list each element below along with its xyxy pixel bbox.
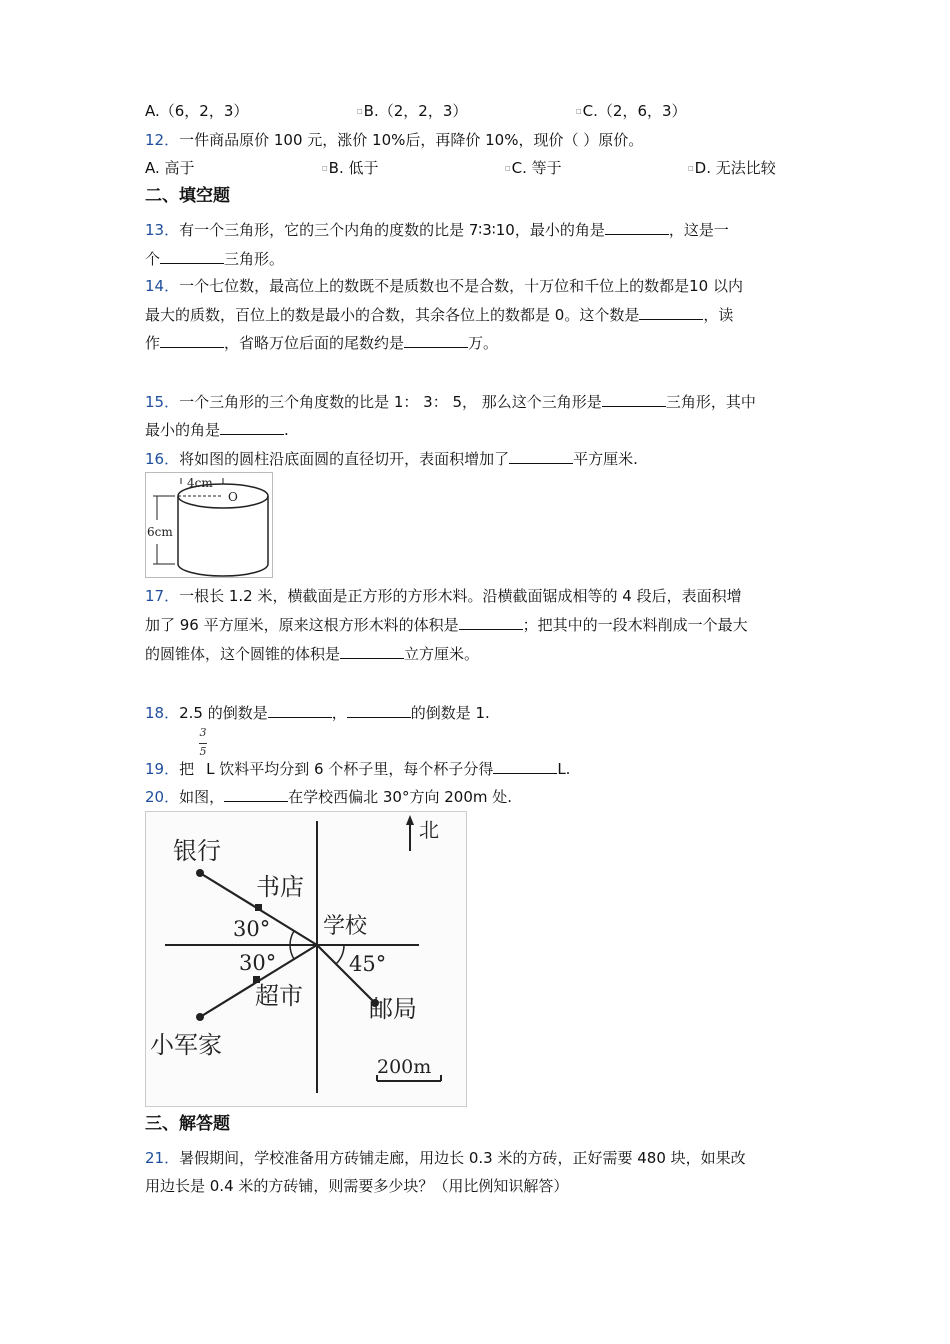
answer-blank[interactable] [459,614,523,630]
question-14: 14．一个七位数，最高位上的数既不是质数也不是合数，十万位和千位上的数都是10 以内 [145,277,743,295]
fraction-denominator: 5 [199,745,207,758]
question-21-cont: 用边长是 0.4 米的方砖铺，则需要多少块？（用比例知识解答） [145,1177,569,1195]
angle-45: 45° [349,952,387,976]
height-label: 6cm [147,525,173,539]
cylinder-figure [145,472,273,578]
question-14-cont2: 作 ，省略万位后面的尾数约是 万。 [145,334,499,352]
q12-option-c: □C. 等于 [505,159,562,177]
question-12: 12．一件商品原价 100 元，涨价 10%后，再降价 10%，现价（ ）原价。 [145,131,644,149]
answer-blank[interactable] [493,758,557,774]
question-13-cont: 个 三角形。 [145,250,285,268]
bank-label: 银行 [173,837,221,865]
home-label: 小军家 [150,1031,222,1059]
section-heading-fill-blank: 二、填空题 [145,186,230,206]
center-label: O [228,490,238,504]
question-15: 15．一个三角形的三个角度数的比是 1： 3： 5， 那么这个三角形是 三角形，其中 [145,393,756,411]
cylinder-bottom-arc [178,564,268,576]
angle-30-lower: 30° [239,951,277,975]
north-label: 北 [419,818,439,842]
question-17: 17．一根长 1.2 米，横截面是正方形的方形木料。沿横截面锯成相等的 4 段后，表面积增 [145,587,742,605]
answer-blank[interactable] [268,702,332,718]
answer-blank[interactable] [404,332,468,348]
question-15-cont: 最小的角是 . [145,421,289,439]
q11-option-c: □C.（2，6，3） [576,102,687,120]
answer-blank[interactable] [220,419,284,435]
radius-label: 4cm [187,476,213,490]
supermarket-label: 超市 [255,982,303,1010]
map-figure [145,811,467,1107]
question-17-cont: 加了 96 平方厘米，原来这根方形木料的体积是 ；把其中的一段木料削成一个最大 [145,616,748,634]
q12-option-d: □D. 无法比较 [688,159,776,177]
question-18: 18．2.5 的倒数是 ， 的倒数是 1. [145,704,490,722]
answer-blank[interactable] [602,391,666,407]
answer-blank[interactable] [605,219,669,235]
section-heading-solve: 三、解答题 [145,1114,230,1134]
bookstore-point [255,904,262,911]
angle-30-upper: 30° [233,917,271,941]
question-20: 20．如图， 在学校西偏北 30°方向 200m 处. [145,788,513,806]
q11-option-b: □B.（2，2，3） [357,102,468,120]
scale-label: 200m [377,1056,432,1078]
answer-blank[interactable] [509,448,573,464]
answer-blank[interactable] [224,786,288,802]
answer-blank[interactable] [160,332,224,348]
answer-blank[interactable] [160,248,224,264]
fraction-numerator: 3 [199,726,207,739]
fraction-bar [199,743,207,744]
post-office-label: 邮局 [369,995,417,1023]
bank-point [196,869,204,877]
question-17-cont2: 的圆锥体，这个圆锥的体积是 立方厘米。 [145,645,480,663]
cylinder-diagram [145,472,273,578]
q12-option-a: A. 高于 [145,159,195,177]
q11-option-a: A.（6，2，3） [145,102,249,120]
q12-option-b: □B. 低于 [322,159,379,177]
home-point [196,1013,204,1021]
question-21: 21．暑假期间，学校准备用方砖铺走廊，用边长 0.3 米的方砖，正好需要 480 块，如果改 [145,1149,746,1167]
answer-blank[interactable] [340,643,404,659]
question-16: 16．将如图的圆柱沿底面圆的直径切开，表面积增加了 平方厘米. [145,450,638,468]
bookstore-label: 书店 [256,873,304,901]
question-19: 19．把 L 饮料平均分到 6 个杯子里，每个杯子分得 L. [145,760,571,778]
answer-blank[interactable] [639,304,703,320]
question-13: 13．有一个三角形，它的三个内角的度数的比是 7∶3∶10，最小的角是 ，这是一 [145,221,729,239]
question-number: 12． [145,131,180,149]
answer-blank[interactable] [347,702,411,718]
question-14-cont: 最大的质数，百位上的数是最小的合数，其余各位上的数都是 0。这个数是 ，读 [145,306,734,324]
direction-map [145,811,467,1107]
school-label: 学校 [323,914,368,939]
